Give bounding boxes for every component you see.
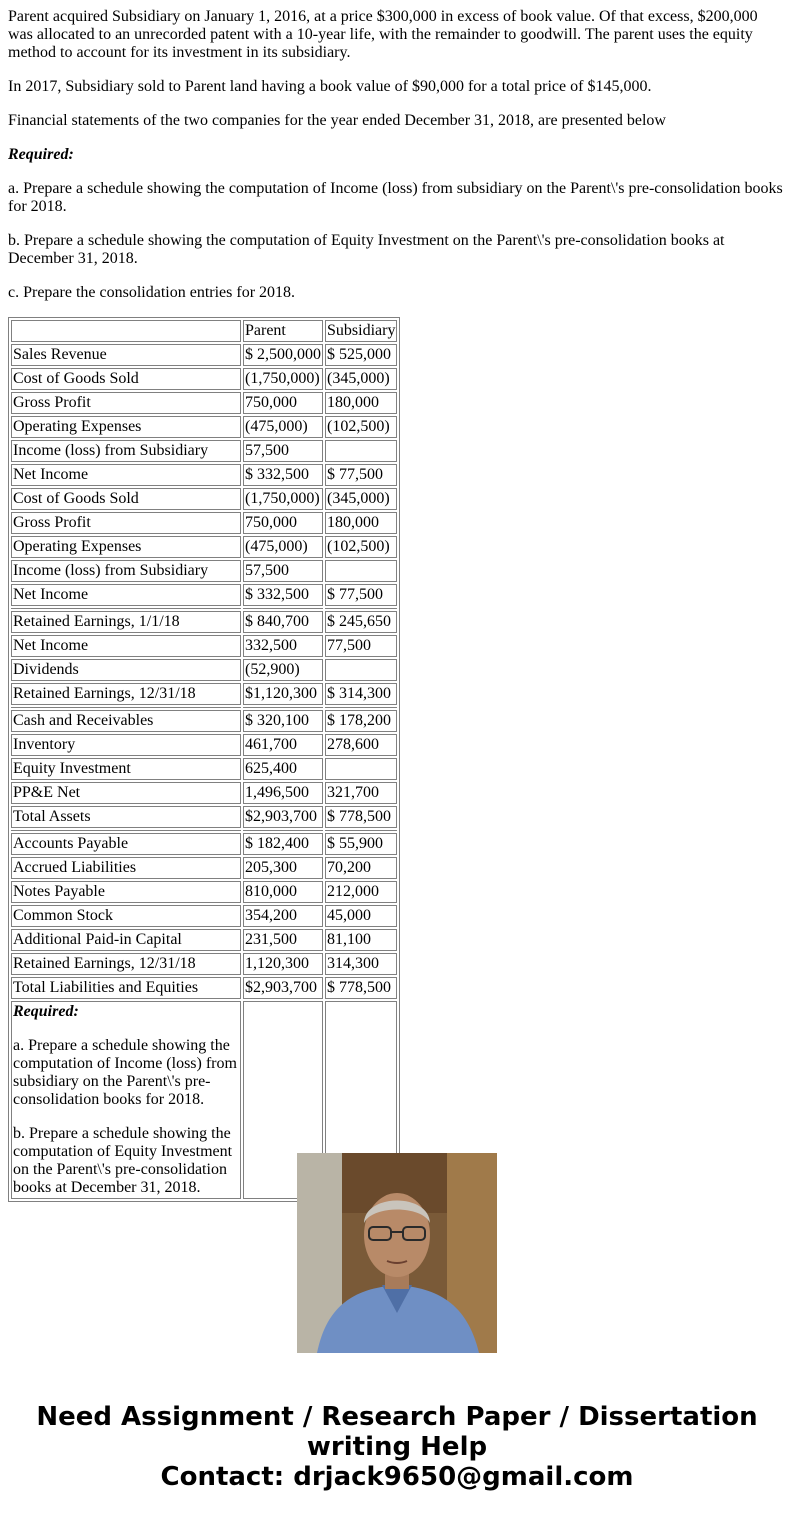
promo-footer-line1: Need Assignment / Research Paper / Dissertation writing Help (36, 1402, 758, 1462)
header-parent: Parent (243, 320, 323, 342)
divider-cell (243, 608, 323, 609)
row-label: Cost of Goods Sold (11, 368, 241, 390)
required-heading: Required: (8, 146, 74, 163)
parent-value: $2,903,700 (243, 806, 323, 828)
subsidiary-value: $ 245,650 (325, 611, 397, 633)
parent-value: $ 320,100 (243, 710, 323, 732)
parent-value: $ 840,700 (243, 611, 323, 633)
row-label: Inventory (11, 734, 241, 756)
row-label: Net Income (11, 464, 241, 486)
parent-value: 332,500 (243, 635, 323, 657)
intro-paragraph-1: Parent acquired Subsidiary on January 1, 2016, at a price $300,000 in excess of book value. Of that excess, $200,000 was allocated to an unrecorded patent with a 10-year life, with the remainder to goodwill. The parent uses the equity method to account for its investment in its subsidiary. (8, 8, 758, 61)
row-label: Total Liabilities and Equities (11, 977, 241, 999)
required-cell (11, 1001, 241, 1199)
requirement-b: b. Prepare a schedule showing the computation of Equity Investment on the Parent\'s pre-consolidation books at December 31, 2018. (8, 232, 725, 267)
promo-footer-contact: Contact: drjack9650@gmail.com (160, 1462, 634, 1492)
subsidiary-value (325, 659, 397, 681)
row-label: Net Income (11, 584, 241, 606)
table-row (11, 344, 397, 366)
table-row (11, 758, 397, 780)
financial-statements-table (8, 317, 400, 1202)
table-row (11, 734, 397, 756)
header-label-cell (11, 320, 241, 342)
table-row (11, 416, 397, 438)
row-label: Notes Payable (11, 881, 241, 903)
table-row (11, 440, 397, 462)
subsidiary-value: 70,200 (325, 857, 397, 879)
subsidiary-value (325, 560, 397, 582)
table-row (11, 833, 397, 855)
row-label: Equity Investment (11, 758, 241, 780)
subsidiary-value: 321,700 (325, 782, 397, 804)
subsidiary-value: 77,500 (325, 635, 397, 657)
table-row (11, 710, 397, 732)
parent-value: (1,750,000) (243, 368, 323, 390)
parent-value: $ 2,500,000 (243, 344, 323, 366)
subsidiary-value: 278,600 (325, 734, 397, 756)
parent-value: $1,120,300 (243, 683, 323, 705)
subsidiary-value: $ 314,300 (325, 683, 397, 705)
required-cell-heading: Required: (13, 1003, 79, 1020)
row-label: Retained Earnings, 12/31/18 (11, 953, 241, 975)
divider-cell (325, 707, 397, 708)
table-row (11, 368, 397, 390)
subsidiary-value: 180,000 (325, 512, 397, 534)
parent-value: 57,500 (243, 440, 323, 462)
row-label: Net Income (11, 635, 241, 657)
row-label: Retained Earnings, 1/1/18 (11, 611, 241, 633)
subsidiary-value: (345,000) (325, 368, 397, 390)
subsidiary-value: $ 55,900 (325, 833, 397, 855)
parent-value: 354,200 (243, 905, 323, 927)
table-row (11, 977, 397, 999)
row-label: Total Assets (11, 806, 241, 828)
table-row (11, 611, 397, 633)
divider-cell (11, 608, 241, 609)
subsidiary-value: $ 778,500 (325, 977, 397, 999)
parent-value: 1,496,500 (243, 782, 323, 804)
parent-value: $ 332,500 (243, 464, 323, 486)
parent-value: 461,700 (243, 734, 323, 756)
table-row (11, 881, 397, 903)
row-label: Sales Revenue (11, 344, 241, 366)
table-divider (11, 608, 397, 609)
header-subsidiary: Subsidiary (325, 320, 397, 342)
table-row (11, 953, 397, 975)
table-row (11, 857, 397, 879)
subsidiary-value: $ 525,000 (325, 344, 397, 366)
divider-cell (325, 608, 397, 609)
requirement-c: c. Prepare the consolidation entries for 2018. (8, 284, 296, 301)
table-row (11, 584, 397, 606)
parent-value: 750,000 (243, 392, 323, 414)
row-label: Dividends (11, 659, 241, 681)
table-row (11, 659, 397, 681)
subsidiary-value: 45,000 (325, 905, 397, 927)
subsidiary-value: $ 77,500 (325, 464, 397, 486)
row-label: Accrued Liabilities (11, 857, 241, 879)
parent-value: 231,500 (243, 929, 323, 951)
required-cell-a: a. Prepare a schedule showing the computation of Income (loss) from subsidiary on the Parent\'s pre-consolidation books for 2018. (13, 1037, 237, 1108)
subsidiary-value: 314,300 (325, 953, 397, 975)
requirement-a: a. Prepare a schedule showing the computation of Income (loss) from subsidiary on the Parent\'s pre-consolidation books for 2018. (8, 180, 783, 215)
parent-value: 750,000 (243, 512, 323, 534)
row-label: Accounts Payable (11, 833, 241, 855)
parent-value: (1,750,000) (243, 488, 323, 510)
table-row (11, 806, 397, 828)
subsidiary-value: $ 77,500 (325, 584, 397, 606)
table-row (11, 488, 397, 510)
divider-cell (11, 830, 241, 831)
row-label: Cash and Receivables (11, 710, 241, 732)
parent-value: 205,300 (243, 857, 323, 879)
parent-value: 625,400 (243, 758, 323, 780)
promo-footer (0, 1402, 794, 1492)
parent-value: 810,000 (243, 881, 323, 903)
subsidiary-value: 180,000 (325, 392, 397, 414)
divider-cell (11, 707, 241, 708)
parent-value: (475,000) (243, 536, 323, 558)
table-row (11, 560, 397, 582)
table-row (11, 635, 397, 657)
row-label: Income (loss) from Subsidiary (11, 440, 241, 462)
required-cell-b: b. Prepare a schedule showing the computation of Equity Investment on the Parent\'s pre-consolidation books at December 31, 2018. (13, 1125, 233, 1196)
subsidiary-value (325, 758, 397, 780)
table-divider (11, 707, 397, 708)
parent-value: 1,120,300 (243, 953, 323, 975)
subsidiary-value: (102,500) (325, 416, 397, 438)
table-row (11, 683, 397, 705)
table-divider (11, 830, 397, 831)
table-row (11, 782, 397, 804)
row-label: PP&E Net (11, 782, 241, 804)
divider-cell (243, 707, 323, 708)
parent-value: $ 182,400 (243, 833, 323, 855)
subsidiary-value: $ 778,500 (325, 806, 397, 828)
author-avatar (297, 1153, 497, 1353)
subsidiary-value: 212,000 (325, 881, 397, 903)
parent-value: (475,000) (243, 416, 323, 438)
subsidiary-value: (345,000) (325, 488, 397, 510)
table-row (11, 905, 397, 927)
table-row (11, 464, 397, 486)
parent-value: $2,903,700 (243, 977, 323, 999)
subsidiary-value: $ 178,200 (325, 710, 397, 732)
table-row (11, 536, 397, 558)
row-label: Operating Expenses (11, 416, 241, 438)
row-label: Additional Paid-in Capital (11, 929, 241, 951)
row-label: Common Stock (11, 905, 241, 927)
row-label: Income (loss) from Subsidiary (11, 560, 241, 582)
row-label: Gross Profit (11, 392, 241, 414)
parent-value: 57,500 (243, 560, 323, 582)
parent-value: $ 332,500 (243, 584, 323, 606)
financial-statements-table-frame (8, 317, 400, 1196)
intro-paragraph-3: Financial statements of the two companies for the year ended December 31, 2018, are presented below (8, 112, 666, 129)
avatar-portrait-image (297, 1153, 497, 1353)
parent-value: (52,900) (243, 659, 323, 681)
row-label: Retained Earnings, 12/31/18 (11, 683, 241, 705)
subsidiary-value (325, 440, 397, 462)
table-header-row (11, 320, 397, 342)
subsidiary-value: 81,100 (325, 929, 397, 951)
question-text (8, 8, 786, 318)
row-label: Gross Profit (11, 512, 241, 534)
table-row (11, 392, 397, 414)
row-label: Cost of Goods Sold (11, 488, 241, 510)
row-label: Operating Expenses (11, 536, 241, 558)
divider-cell (243, 830, 323, 831)
divider-cell (325, 830, 397, 831)
table-row (11, 929, 397, 951)
subsidiary-value: (102,500) (325, 536, 397, 558)
table-row (11, 512, 397, 534)
intro-paragraph-2: In 2017, Subsidiary sold to Parent land having a book value of $90,000 for a total price of $145,000. (8, 78, 652, 95)
